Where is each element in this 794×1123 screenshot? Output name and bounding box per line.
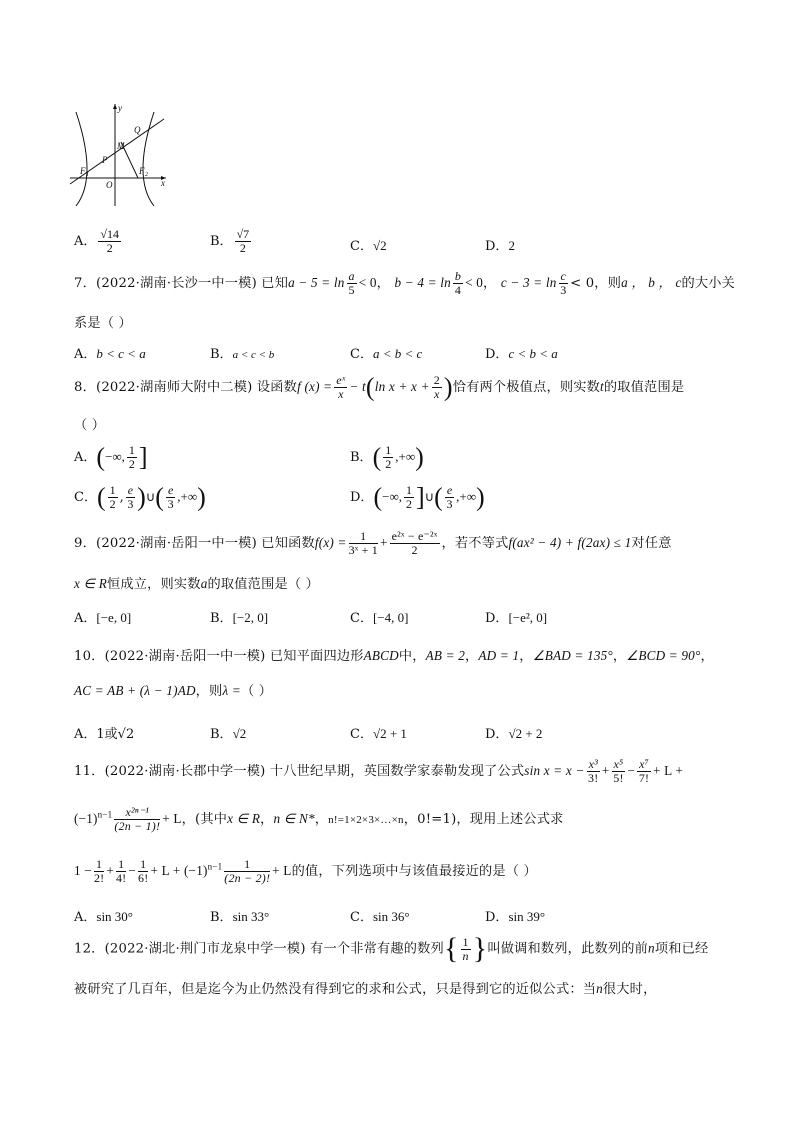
q12-line2b: 很大时，	[602, 982, 657, 997]
q8-option-c: C．( $\frac{1}{2}$ , $\frac{e}{3}$ )∪( $\frac{e}{3}$ ,+∞)	[74, 482, 206, 512]
denominator: x	[338, 387, 344, 401]
numerator: 1	[128, 443, 135, 457]
q6-option-c	[350, 235, 387, 254]
fraction	[461, 936, 471, 963]
option-label: B．	[210, 727, 233, 742]
option-value: [−e, 0]	[96, 610, 132, 625]
q11-l2f: n ∈ N*	[273, 811, 315, 826]
denominator: 2	[128, 457, 135, 471]
q8-option-b	[350, 444, 424, 471]
q10-mid: 中，	[398, 649, 426, 664]
q8-t: t	[600, 379, 604, 394]
minus: −	[627, 763, 636, 778]
q8-inner: ln x + x +	[374, 379, 430, 394]
q11-ellipsis: + L	[162, 811, 182, 826]
numerator: x⁵	[613, 757, 624, 771]
denominator: 5	[348, 283, 355, 297]
interval-start: −∞,	[105, 449, 125, 464]
fig-label-m: M	[117, 141, 125, 151]
q10-cond1: AB = 2	[425, 648, 466, 663]
q11-sign-exp: n−1	[97, 809, 113, 820]
q11-l3f: 的值，下列选项中与该值最接近的是（ ）	[291, 864, 537, 879]
fraction	[445, 484, 454, 511]
numerator: √14	[100, 227, 119, 241]
fraction	[235, 228, 252, 255]
q9-option-d	[485, 607, 547, 626]
paren-left: (	[434, 482, 443, 512]
q11-l2d: x ∈ R	[227, 811, 261, 826]
paren-left: (	[373, 482, 383, 512]
q11-sep: ，	[260, 812, 274, 827]
fig-label-x: x	[161, 178, 165, 188]
fraction	[383, 444, 393, 471]
paren-right: )	[137, 482, 146, 512]
denominator: 6!	[138, 871, 149, 885]
fig-label-f1-sub: 1	[86, 172, 89, 178]
q6-option-d	[485, 235, 515, 254]
option-value: 2	[508, 238, 515, 253]
q8-prefix: 8．(2022·湖南师大附中二模) 设函数	[74, 380, 298, 395]
option-label: A．	[74, 234, 97, 249]
q12-n: n	[648, 940, 655, 956]
denominator: 3!	[588, 771, 599, 785]
paren-left: (	[96, 482, 106, 512]
q10-sep: ，	[465, 649, 479, 664]
fraction	[559, 270, 569, 297]
q11-sin: sin x = x −	[524, 763, 585, 778]
numerator: c	[560, 269, 567, 283]
q9-option-a	[74, 607, 131, 626]
brace-right: }	[472, 932, 488, 965]
q11-line2	[74, 806, 564, 833]
question-11	[74, 758, 683, 785]
option-label: C．	[350, 727, 373, 742]
option-value: sin 33°	[232, 909, 270, 924]
q7-option-a	[74, 343, 146, 362]
fraction	[453, 270, 463, 297]
q8-fx: f (x) =	[297, 379, 333, 394]
numerator: a	[348, 269, 355, 283]
q6-option-b	[210, 228, 253, 255]
option-label: B．	[350, 450, 373, 465]
q7-suffix: 的大小关	[681, 276, 736, 291]
q7-expr1: a − 5 = ln	[288, 275, 345, 290]
q11-sign: (−1)	[74, 811, 98, 826]
denominator: 4	[454, 283, 462, 297]
q7-lt1: < 0，	[358, 275, 391, 290]
fraction	[224, 858, 270, 885]
option-label: C．	[350, 239, 373, 254]
option-label: C．	[350, 347, 373, 362]
q8-option-d	[350, 484, 485, 511]
q6-option-a	[74, 228, 123, 255]
option-label: D．	[485, 611, 509, 626]
denominator: x	[434, 387, 440, 401]
fig-label-p: P	[102, 155, 108, 165]
q11-line3	[74, 858, 537, 885]
q12-suffix: 叫做调和数列，此数列的前	[487, 941, 649, 957]
option-label: A．	[74, 910, 97, 925]
denominator: 2	[385, 457, 392, 471]
numerator: e	[446, 483, 453, 497]
q11-l3d-exp: n−1	[207, 861, 223, 872]
denominator: 3	[560, 283, 567, 297]
numerator: 1	[349, 530, 378, 544]
denominator: 2	[239, 241, 246, 255]
q7-vars: a ， b ， c	[621, 275, 682, 290]
q10-vec-end: ，则	[195, 684, 223, 699]
option-label: D．	[485, 239, 509, 254]
q10-option-a	[74, 723, 134, 742]
paren-left: (	[372, 442, 382, 472]
q9-line2	[74, 573, 319, 592]
denominator: 5!	[613, 771, 624, 785]
q8-line2: （ ）	[74, 418, 106, 433]
numerator: 2	[433, 373, 440, 387]
q12-suffix2: 项和已经	[654, 941, 709, 957]
denominator: 3	[127, 497, 134, 511]
numerator: 1	[462, 934, 469, 949]
fraction	[390, 530, 440, 557]
option-value: √2	[232, 726, 247, 741]
q9-suffix: ，若不等式	[441, 536, 509, 551]
q12-prefix: 12．(2022·湖北·荆门市龙泉中学一模) 有一个非常有趣的数列	[74, 941, 444, 957]
q9-prefix: 9．(2022·湖南·岳阳一中一模) 已知函数	[74, 536, 315, 551]
q11-l2c: ，(其中	[181, 812, 228, 827]
numerator: x²ⁿ⁻¹	[114, 806, 160, 820]
option-label: B．	[210, 910, 233, 925]
fig-label-o: O	[106, 180, 113, 190]
q9-option-b	[210, 607, 268, 626]
numerator: e²ˣ − e⁻²ˣ	[391, 529, 438, 543]
q9-suffix2: 对任意	[631, 536, 672, 551]
option-value: √2 + 2	[508, 726, 543, 741]
fraction	[116, 858, 126, 885]
interval-start: −∞,	[382, 489, 402, 504]
numerator: eˣ	[336, 373, 346, 387]
fig-label-f2-sub: 2	[145, 172, 148, 178]
paren-left: (	[96, 442, 106, 472]
q12-line2-text: 被研究了几百年，但是迄今为止仍然没有得到它的求和公式，只是得到它的近似公式：当	[74, 982, 597, 997]
option-label: C．	[74, 490, 97, 505]
hyperbola-figure	[68, 102, 173, 208]
numerator: 1	[138, 858, 148, 872]
q11-option-d	[485, 906, 545, 925]
option-label: A．	[74, 347, 97, 362]
option-value: sin 30°	[96, 909, 134, 924]
question-10	[74, 645, 714, 664]
q10-sep: ，	[519, 649, 533, 664]
q12-n2: n	[596, 981, 603, 996]
option-value: [−2, 0]	[232, 610, 269, 625]
q8-suffix2: 的取值范围是	[603, 380, 685, 395]
option-label: C．	[350, 611, 373, 626]
fraction	[612, 758, 626, 785]
q7-prefix: 7．(2022·湖南·长沙一中一模) 已知	[74, 276, 289, 291]
fraction	[138, 858, 148, 885]
option-value: c < b < a	[508, 346, 558, 361]
denominator: 2	[106, 241, 113, 255]
q10-vector-eq: AC = AB + (λ − 1)AD	[74, 683, 196, 698]
q11-option-c	[350, 906, 410, 925]
q11-prefix: 11．(2022·湖南·长郡中学一模) 十八世纪早期，英国数学家泰勒发现了公式	[74, 764, 525, 779]
interval-end: ,+∞	[395, 449, 416, 464]
denominator: 2!	[93, 871, 105, 885]
q7-option-c	[350, 343, 422, 362]
q10-option-c	[350, 723, 407, 742]
numerator: 1	[224, 858, 270, 872]
q11-ellipsis: + L	[272, 863, 292, 878]
question-7	[74, 270, 735, 297]
q11-option-a	[74, 906, 133, 925]
option-value: b < c < a	[96, 346, 146, 361]
fraction	[587, 758, 600, 785]
paren-right: )	[476, 482, 485, 512]
denominator: (2n − 1)!	[114, 819, 161, 833]
fig-label-q: Q	[134, 125, 141, 135]
denominator: 3	[446, 497, 453, 511]
fraction	[432, 374, 442, 401]
numerator: x⁷	[639, 757, 649, 771]
numerator: √7	[236, 227, 250, 241]
q10-sep: ，	[700, 649, 714, 664]
q11-tail: + L +	[652, 763, 684, 778]
numerator: 1	[385, 443, 392, 457]
q11-option-b	[210, 906, 269, 925]
fraction	[334, 374, 347, 401]
option-value: sin 39°	[508, 909, 546, 924]
numerator: 1	[109, 483, 116, 497]
q9-line2b: 恒成立，则实数	[107, 577, 201, 592]
numerator: e	[167, 483, 174, 497]
union-symbol: ∪	[145, 489, 156, 504]
fig-label-y: y	[118, 103, 122, 113]
interval-end: ,+∞	[177, 489, 198, 504]
option-value: [−e², 0]	[508, 610, 548, 625]
q9-inequality: f(ax² − 4) + f(2ax) ≤ 1	[508, 535, 632, 550]
q7-lt3: < 0，则	[570, 276, 622, 291]
q10-line2	[74, 680, 272, 699]
option-value: 1或√2	[96, 727, 135, 742]
numerator: 1	[116, 858, 126, 872]
q11-l3d: + L + (−1)	[150, 863, 208, 878]
option-value: √2	[372, 238, 387, 253]
denominator: n	[462, 948, 469, 963]
paren-left: (	[155, 482, 164, 512]
q7-option-d	[485, 343, 558, 362]
option-label: D．	[350, 490, 374, 505]
fraction	[637, 758, 651, 785]
numerator: x³	[588, 757, 598, 771]
option-label: A．	[74, 727, 97, 742]
q7-option-b	[210, 343, 274, 362]
fraction	[349, 530, 378, 557]
q10-cond4: ∠BCD = 90°	[626, 648, 701, 663]
q10-abcd: ABCD	[363, 648, 399, 663]
interval-end: ,+∞	[456, 489, 477, 504]
fig-label-f2: F	[139, 166, 145, 176]
q12-line2	[74, 978, 656, 997]
q7-line2: 系是（ ）	[74, 316, 132, 331]
q11-sep: ，	[314, 812, 329, 827]
denominator: (2n − 2)!	[224, 871, 271, 885]
q10-cond3: ∠BAD = 135°	[532, 648, 613, 663]
numerator: 1	[94, 858, 104, 872]
option-label: D．	[485, 727, 509, 742]
q9-line2c: 的取值范围是（ ）	[207, 577, 320, 592]
option-label: D．	[485, 347, 509, 362]
paren-right: )	[415, 442, 424, 472]
q10-prefix: 10．(2022·湖南·岳阳一中一模) 已知平面四边形	[74, 649, 364, 664]
numerator: e	[127, 483, 134, 497]
paren-right: )	[443, 372, 453, 402]
question-9	[74, 530, 672, 557]
union-symbol: ∪	[424, 489, 435, 504]
q9-domain: x ∈ R	[74, 576, 107, 591]
option-value: a < c < b	[232, 349, 275, 361]
q8-suffix: 恰有两个极值点，则实数	[452, 380, 601, 395]
denominator: 3ˣ + 1	[348, 543, 378, 557]
fig-label-f1: F	[80, 166, 86, 176]
option-value: sin 36°	[372, 909, 410, 924]
option-value: √2 + 1	[372, 726, 407, 741]
denominator: 2	[109, 497, 116, 511]
denominator: 7!	[638, 771, 650, 785]
option-label: B．	[210, 234, 233, 249]
q11-l3a: 1 −	[74, 863, 92, 878]
q7-lt2: < 0，	[465, 275, 497, 290]
q9-var-a: a	[200, 576, 208, 591]
plus: +	[380, 535, 388, 550]
option-label: B．	[210, 611, 233, 626]
paren-right: )	[197, 482, 206, 512]
option-label: A．	[74, 450, 97, 465]
q7-expr2: b − 4 = ln	[394, 275, 451, 290]
q9-option-c	[350, 607, 408, 626]
option-label: D．	[485, 910, 509, 925]
paren-right: ]	[415, 482, 425, 512]
denominator: 2	[405, 497, 412, 511]
option-value: a < b < c	[372, 346, 423, 361]
q10-sep: ，	[612, 649, 627, 664]
q10-lambda: λ =	[222, 683, 241, 698]
option-label: B．	[210, 347, 233, 362]
fraction	[166, 484, 175, 511]
option-label: C．	[350, 910, 373, 925]
paren-right: ]	[138, 442, 148, 472]
fraction	[127, 444, 137, 471]
fraction	[108, 484, 118, 511]
question-8	[74, 374, 684, 401]
brace-left: {	[443, 932, 459, 965]
q10-cond2: AD = 1	[478, 648, 520, 663]
minus: −	[128, 863, 137, 878]
numerator: b	[454, 269, 462, 283]
q10-option-b	[210, 723, 246, 742]
plus: +	[106, 863, 114, 878]
fraction	[404, 484, 414, 511]
denominator: 2	[411, 543, 418, 557]
q8-option-a	[74, 444, 148, 471]
fraction	[98, 228, 121, 255]
question-12	[74, 934, 708, 964]
numerator: 1	[405, 483, 412, 497]
fraction	[94, 858, 104, 885]
q7-expr3: c − 3 = ln	[500, 275, 557, 290]
option-label: A．	[74, 611, 97, 626]
fraction	[114, 806, 160, 833]
fraction	[126, 484, 135, 511]
q10-paren: （ ）	[240, 684, 273, 699]
paren-left: (	[365, 372, 375, 402]
denominator: 3	[167, 497, 174, 511]
q8-mid: − t	[349, 379, 366, 394]
q9-fx: f(x) =	[314, 535, 347, 550]
q10-option-d	[485, 723, 542, 742]
fraction	[347, 270, 357, 297]
plus: +	[601, 763, 610, 778]
q11-l2i: ，0!=1)，现用上述公式求	[403, 812, 564, 827]
option-value: [−4, 0]	[372, 610, 409, 625]
q11-l2h: n!=1×2×3×…×n	[328, 814, 404, 826]
denominator: 4!	[115, 871, 127, 885]
